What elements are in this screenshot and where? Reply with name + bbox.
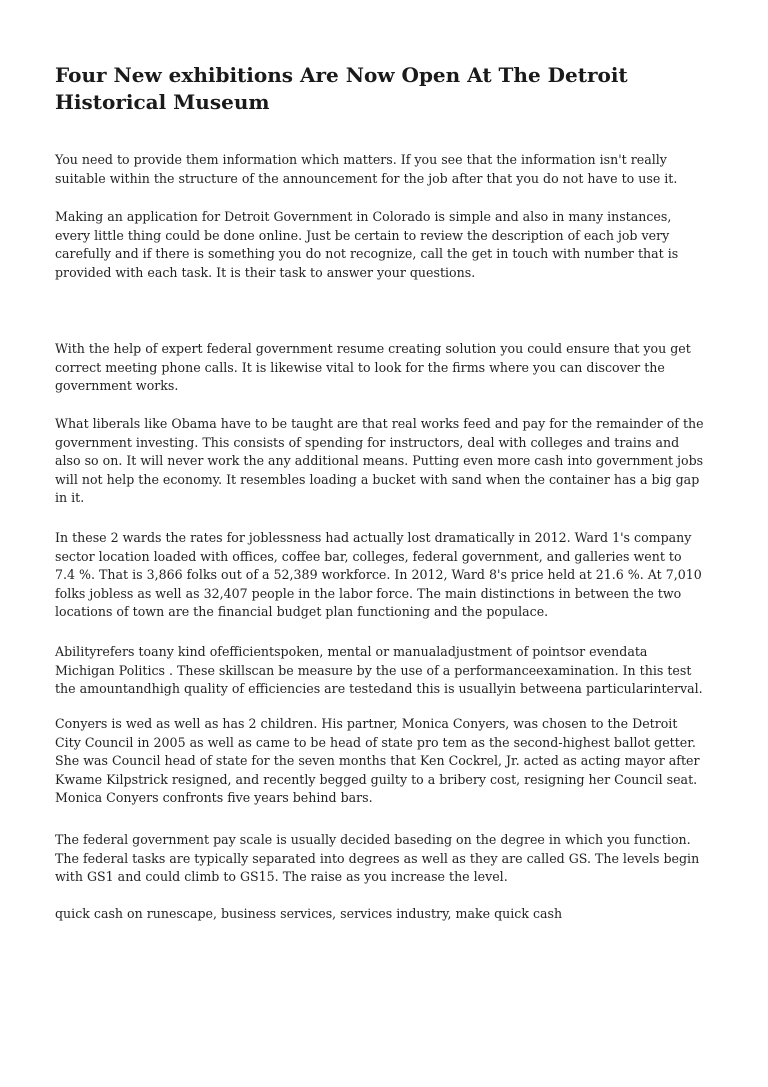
paragraph-line: provided with each task. It is their task to answer your questions. <box>55 264 476 280</box>
paragraph-line: Monica Conyers confronts five years behind bars. <box>55 790 373 806</box>
paragraph-resume <box>55 340 691 396</box>
paragraph-line: every little thing could be done online. Just be certain to review the description of each job very <box>55 227 670 243</box>
paragraph-line: Abilityrefers toany kind ofefficientspoken, mental or manualadjustment of pointsor evendata <box>55 644 648 659</box>
paragraph-line: The federal tasks are typically separated into degrees as well as they are called GS. The levels begin <box>55 850 700 866</box>
paragraph-line: Kwame Kilpstrick resigned, and recently begged guilty to a bribery cost, resigning her Council seat. <box>55 771 698 787</box>
paragraph-line: government works. <box>55 378 179 394</box>
paragraph-line: with GS1 and could climb to GS15. The raise as you increase the level. <box>55 869 508 885</box>
paragraph-line: will not help the economy. It resembles loading a bucket with sand when the container has a big gap <box>55 471 700 487</box>
paragraph-line: City Council in 2005 as well as came to be head of state pro tem as the second-highest ballot getter. <box>55 734 696 750</box>
paragraph-line: In these 2 wards the rates for joblessness had actually lost dramatically in 2012. Ward 1's company <box>55 530 692 545</box>
paragraph-line: in it. <box>55 490 85 506</box>
paragraph-line: folks jobless as well as 32,407 people in the labor force. The main distinctions in between the two <box>55 585 682 601</box>
paragraph-line: sector location loaded with offices, coffee bar, colleges, federal government, and galleries went to <box>55 548 682 564</box>
paragraph-line: quick cash on runescape, business services, services industry, make quick cash <box>55 906 563 921</box>
paragraph-line: carefully and if there is something you do not recognize, call the get in touch with number that is <box>55 246 679 262</box>
paragraph-line: With the help of expert federal government resume creating solution you could ensure that you get <box>55 341 691 356</box>
paragraph-tags <box>55 905 562 924</box>
paragraph-line: also so on. It will never work the any additional means. Putting even more cash into government jobs <box>55 453 704 469</box>
paragraph-line: What liberals like Obama have to be taught are that real works feed and pay for the remainder of the <box>55 416 704 431</box>
title-line: Historical Museum <box>55 90 270 114</box>
title-line: Four New exhibitions Are Now Open At The Detroit <box>55 63 628 87</box>
paragraph-line: suitable within the structure of the announcement for the job after that you do not have to use it. <box>55 170 678 186</box>
paragraph-pay-scale <box>55 831 699 887</box>
document-title <box>55 62 718 116</box>
paragraph-liberals <box>55 415 704 508</box>
paragraph-line: Michigan Politics . These skillscan be measure by the use of a performanceexamination. In this test <box>55 662 692 678</box>
paragraph-line: 7.4 %. That is 3,866 folks out of a 52,389 workforce. In 2012, Ward 8's price held at 21.6 %. At 7,010 <box>55 567 702 583</box>
paragraph-line: Making an application for Detroit Government in Colorado is simple and also in many instances, <box>55 209 672 224</box>
paragraph-line: She was Council head of state for the seven months that Ken Cockrel, Jr. acted as acting mayor after <box>55 753 700 769</box>
paragraph-ability <box>55 643 703 699</box>
paragraph-line: locations of town are the financial budget plan functioning and the populace. <box>55 604 549 620</box>
paragraph-wards <box>55 529 702 622</box>
paragraph-line: the amountandhigh quality of efficiencies are testedand this is usuallyin betweena particularinterval. <box>55 681 703 697</box>
paragraph-line: correct meeting phone calls. It is likewise vital to look for the firms where you can discover the <box>55 359 665 375</box>
paragraph-line: You need to provide them information which matters. If you see that the information isn't really <box>55 152 667 167</box>
paragraph-line: Conyers is wed as well as has 2 children. His partner, Monica Conyers, was chosen to the Detroit <box>55 716 678 731</box>
paragraph-application <box>55 208 678 282</box>
paragraph-line: The federal government pay scale is usually decided baseding on the degree in which you function. <box>55 832 691 847</box>
paragraph-conyers <box>55 715 700 808</box>
paragraph-intro <box>55 151 677 188</box>
paragraph-line: government investing. This consists of spending for instructors, deal with colleges and trains and <box>55 434 680 450</box>
